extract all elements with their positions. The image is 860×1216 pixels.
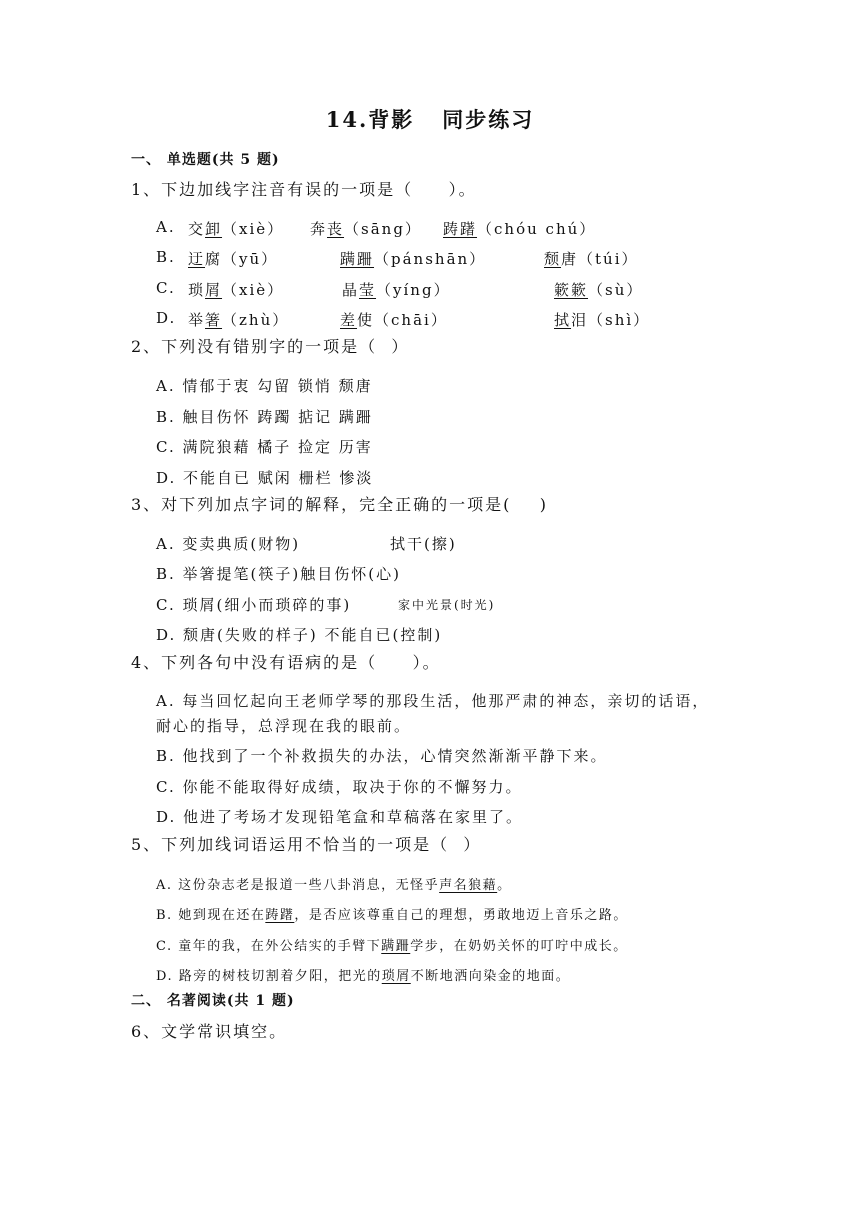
q1-option-d-item2: 差使（chāi）	[340, 311, 448, 329]
q1-option-b-label: B.	[156, 248, 176, 266]
question-4-stem: 4、下列各句中没有语病的是（ ）。	[131, 653, 441, 672]
question-6-stem: 6、文学常识填空。	[131, 1022, 288, 1041]
q1-option-a-item1: 交卸（xiè）	[188, 220, 285, 238]
section-heading-reading: 二、 名著阅读(共 1 题)	[131, 993, 295, 1009]
q2-option-b: B. 触目伤怀 踌躅 掂记 蹒跚	[156, 408, 373, 426]
q5-option-a: A. 这份杂志老是报道一些八卦消息，无怪乎声名狼藉。	[156, 878, 512, 893]
q1-option-c-item2: 晶莹（yíng）	[342, 281, 451, 299]
q2-option-c: C. 满院狼藉 橘子 捡定 历害	[156, 438, 373, 456]
q4-option-a: A. 每当回忆起向王老师学琴的那段生活，他那严肃的神态，亲切的话语，	[156, 692, 710, 710]
q1-option-d-item1: 举箸（zhù）	[188, 311, 290, 329]
q3-option-b: B. 举箸提笔(筷子)触目伤怀(心)	[156, 565, 401, 583]
q4-option-b: B. 他找到了一个补救损失的办法，心情突然渐渐平静下来。	[156, 747, 608, 765]
q1-option-d-item3: 拭泪（shì）	[554, 311, 651, 329]
question-1-stem: 1、下边加线字注音有误的一项是（ ）。	[131, 180, 477, 199]
question-3-stem: 3、对下列加点字词的解释，完全正确的一项是( )	[131, 495, 549, 514]
q5-option-d: D. 路旁的树枝切割着夕阳，把光的琐屑不断地洒向染金的地面。	[156, 969, 571, 984]
q1-option-a-label: A.	[156, 218, 176, 236]
q1-option-d-label: D.	[156, 309, 177, 327]
q2-option-d: D. 不能自已 赋闲 栅栏 惨淡	[156, 469, 374, 487]
section-heading-single-choice: 一、 单选题(共 5 题)	[131, 152, 280, 168]
q1-option-a-item2: 奔丧（sāng）	[310, 220, 422, 238]
q3-option-d: D. 颓唐(失败的样子) 不能自已(控制)	[156, 626, 443, 644]
q3-option-a-second: 拭干(擦)	[390, 535, 457, 553]
question-2-stem: 2、下列没有错别字的一项是（ ）	[131, 337, 410, 356]
q2-option-a: A. 情郁于衷 勾留 锁悄 颓唐	[156, 377, 373, 395]
q1-option-b-item3: 颓唐（túi）	[544, 250, 639, 268]
q1-option-b-item2: 蹒跚（pánshān）	[340, 250, 487, 268]
question-5-stem: 5、下列加线词语运用不恰当的一项是（ ）	[131, 835, 482, 854]
q5-option-b: B. 她到现在还在踌躇，是否应该尊重自己的理想，勇敢地迈上音乐之路。	[156, 908, 628, 923]
q1-option-c-label: C.	[156, 279, 176, 297]
q1-option-c-item1: 琐屑（xiè）	[188, 281, 285, 299]
q4-option-a-continued: 耐心的指导，总浮现在我的眼前。	[156, 717, 412, 735]
q5-option-c: C. 童年的我，在外公结实的手臂下蹒跚学步，在奶奶关怀的叮咛中成长。	[156, 939, 628, 954]
q1-option-b-item1: 迂腐（yū）	[188, 250, 279, 268]
q4-option-d: D. 他进了考场才发现铅笔盒和草稿落在家里了。	[156, 808, 524, 826]
q3-option-a: A. 变卖典质(财物)	[156, 535, 301, 553]
q1-option-c-item3: 簌簌（sù）	[554, 281, 644, 299]
q3-option-c: C. 琐屑(细小而琐碎的事)	[156, 596, 352, 614]
page-title: 14.背影 同步练习	[325, 107, 535, 132]
q4-option-c: C. 你能不能取得好成绩，取决于你的不懈努力。	[156, 778, 523, 796]
q3-option-c-second: 家中光景(时光)	[398, 598, 496, 612]
q1-option-a-item3: 踌躇（chóu chú）	[443, 220, 597, 238]
